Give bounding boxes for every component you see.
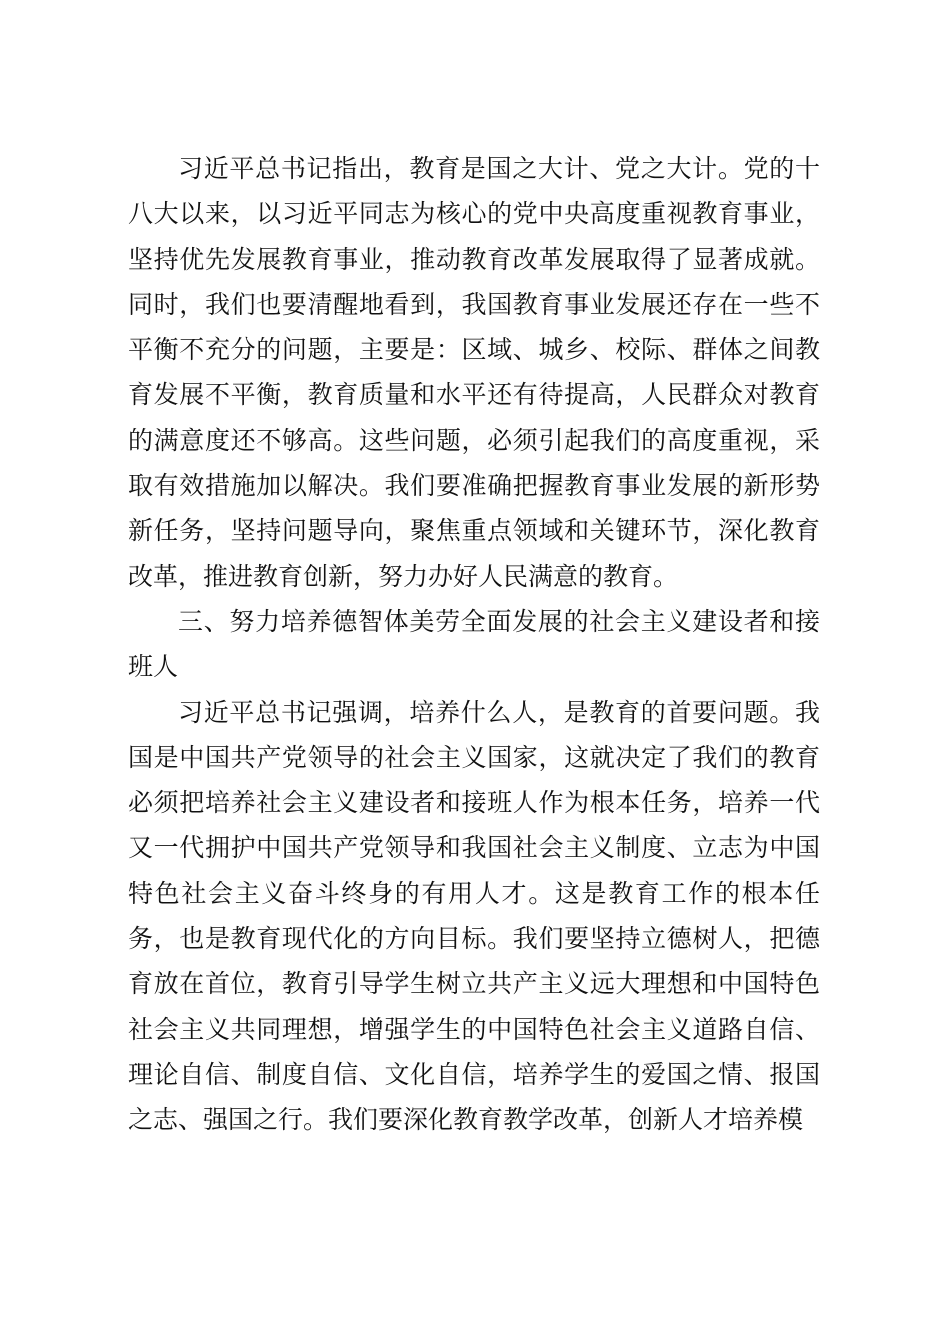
paragraph-education-achievements: 习近平总书记指出，教育是国之大计、党之大计。党的十八大以来，以习近平同志为核心的党中央高度重视教育事业，坚持优先发展教育事业，推动教育改革发展取得了显著成就。同时，我们也要清醒地看到，我国教育事业发展还存在一些不平衡不充分的问题，主要是：区域、城乡、校际、群体之间教育发展不平衡，教育质量和水平还有待提高，人民群众对教育的满意度还不够高。这些问题，必须引起我们的高度重视，采取有效措施加以解决。我们要准确把握教育事业发展的新形势新任务，坚持问题导向，聚焦重点领域和关键环节，深化教育改革，推进教育创新，努力办好人民满意的教育。 [128, 154, 820, 591]
section-heading-three: 三、努力培养德智体美劳全面发展的社会主义建设者和接班人 [128, 606, 820, 682]
paragraph-cultivating-talent: 习近平总书记强调，培养什么人，是教育的首要问题。我国是中国共产党领导的社会主义国家，这就决定了我们的教育必须把培养社会主义建设者和接班人作为根本任务，培养一代又一代拥护中国共产党领导和我国社会主义制度、立志为中国特色社会主义奋斗终身的有用人才。这是教育工作的根本任务，也是教育现代化的方向目标。我们要坚持立德树人，把德育放在首位，教育引导学生树立共产主义远大理想和中国特色社会主义共同理想，增强学生的中国特色社会主义道路自信、理论自信、制度自信、文化自信，培养学生的爱国之情、报国之志、强国之行。我们要深化教育教学改革，创新人才培养模 [128, 697, 820, 1135]
document-body [128, 146, 820, 1143]
